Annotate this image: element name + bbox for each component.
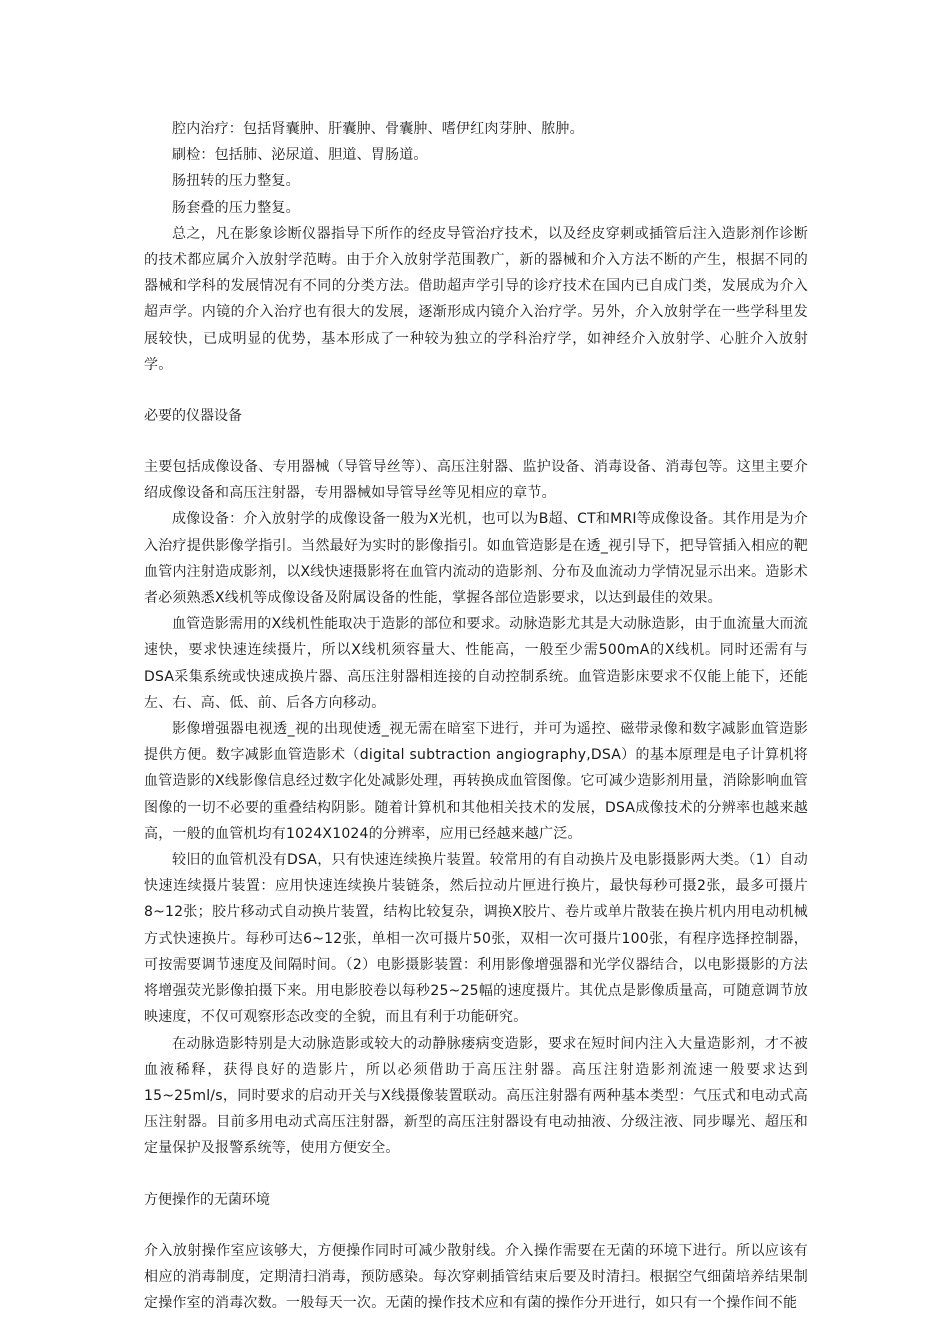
document-page xyxy=(144,116,808,1316)
paragraph-intussusception: 肠套叠的压力整复。 xyxy=(172,199,300,216)
paragraph-brush-biopsy: 刷检：包括肺、泌尿道、胆道、胃肠道。 xyxy=(172,147,428,164)
paragraph-summary: 总之，凡在影象诊断仪器指导下所作的经皮导管治疗技术，以及经皮穿刺或插管后注入造影剂作诊断的技术都应属介入放射学范畴。由于介入放射学范围教广，新的器械和介入方法不断的产生，根据不同的器械和学科的发展情况有不同的分类方法。借助超声学引导的诊疗技术在国内已自成门类，发展成为介入超声学。内镜的介入治疗也有很大的发展，逐渐形成内镜介入治疗学。另外，介入放射学在一些学科里发展较快，已成明显的优势，基本形成了一种较为独立的学科治疗学，如神经介入放射学、心脏介入放射学。 xyxy=(144,225,808,373)
paragraph-dsa: 影像增强器电视透_视的出现使透_视无需在暗室下进行，并可为遥控、磁带录像和数字减影血管造影提供方便。数字减影血管造影术（digital subtraction angiography,DSA）的基本原理是电子计算机将血管造影的X线影像信息经过数字化处减影处理，再转换成血管图像。它可减少造影剂用量，消除影响血管图像的一切不必要的重叠结构阴影。随着计算机和其他相关技术的发展，DSA成像技术的分辨率也越来越高，一般的血管机均有1024X1024的分辨率，应用已经越来越广泛。 xyxy=(144,721,808,842)
paragraph-high-pressure-injector: 在动脉造影特别是大动脉造影或较大的动静脉瘘病变造影，要求在短时间内注入大量造影剂，才不被血液稀释，获得良好的造影片，所以必须借助于高压注射器。高压注射造影剂流速一般要求达到15~25ml/s，同时要求的启动开关与X线摄像装置联动。高压注射器有两种基本类型：气压式和电动式高压注射器。目前多用电动式高压注射器，新型的高压注射器设有电动抽液、分级注液、同步曝光、超压和定量保护及报警系统等，使用方便安全。 xyxy=(144,1035,808,1157)
paragraph-cavity-treatment: 腔内治疗：包括肾囊肿、肝囊肿、骨囊肿、嗜伊红肉芽肿、脓肿。 xyxy=(172,121,584,137)
paragraph-sterile-intro: 介入放射操作室应该够大，方便操作同时可减少散射线。介入操作需要在无菌的环境下进行。所以应该有相应的消毒制度，定期清扫消毒，预防感染。每次穿刺插管结束后要及时清扫。根据空气细菌培养结果制定操作室的消毒次数。一般每天一次。无菌的操作技术应和有菌的操作分开进行，如只有一个操作间不能 xyxy=(144,1242,808,1311)
paragraph-volvulus: 肠扭转的压力整复。 xyxy=(172,173,300,190)
paragraph-film-changer: 较旧的血管机没有DSA，只有快速连续换片装置。较常用的有自动换片及电影摄影两大类。（1）自动快速连续摄片装置：应用快速连续换片装链条，然后拉动片匣进行换片，最快每秒可摄2张，最多可摄片8~12张；胶片移动式自动换片装置，结构比较复杂，调换X胶片、卷片或单片散装在换片机内用电动机械方式快速换片。每秒可达6~12张，单相一次可摄片50张，双相一次可摄片100张，有程序选择控制器，可按需要调节速度及间隔时间。（2）电影摄影装置：利用影像增强器和光学仪器结合，以电影摄影的方法将增强荧光影像拍摄下来。用电影胶卷以每秒25~25幅的速度摄片。其优点是影像质量高，可随意调节放映速度，不仅可观察形态改变的全貌，而且有利于功能研究。 xyxy=(144,852,808,1026)
paragraph-equipment-intro: 主要包括成像设备、专用器械（导管导丝等）、高压注射器、监护设备、消毒设备、消毒包等。这里主要介绍成像设备和高压注射器，专用器械如导管导丝等见相应的章节。 xyxy=(144,459,808,502)
section-heading-equipment: 必要的仪器设备 xyxy=(144,408,242,425)
section-heading-sterile-environment: 方便操作的无菌环境 xyxy=(144,1191,270,1208)
paragraph-imaging-equipment: 成像设备：介入放射学的成像设备一般为X光机，也可以为B超、CT和MRI等成像设备。其作用是为介入治疗提供影像学指引。当然最好为实时的影像指引。如血管造影是在透_视引导下，把导管插入相应的靶血管内注射造成影剂，以X线快速摄影将在血管内流动的造影剂、分布及血流动力学情况显示出来。造影术者必须熟悉X线机等成像设备及附属设备的性能，掌握各部位造影要求，以达到最佳的效果。 xyxy=(144,511,808,607)
paragraph-xray-machine: 血管造影需用的X线机性能取决于造影的部位和要求。动脉造影尤其是大动脉造影，由于血流量大而流速快，要求快速连续摄片，所以X线机须容量大、性能高，一般至少需500mA的X线机。同时还需有与DSA采集系统或快速成换片器、高压注射器相连接的自动控制系统。血管造影床要求不仅能上能下，还能左、右、高、低、前、后各方向移动。 xyxy=(144,616,808,711)
